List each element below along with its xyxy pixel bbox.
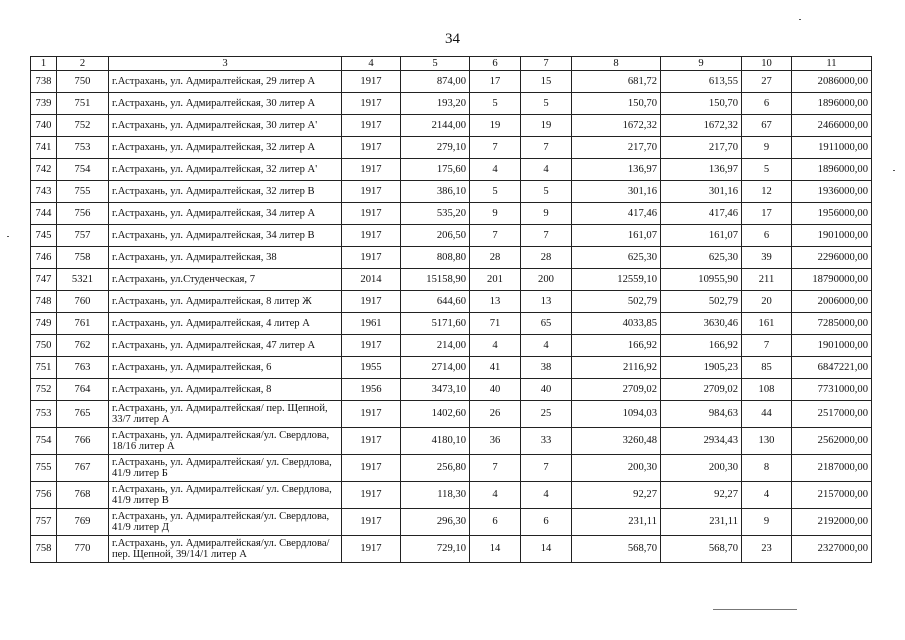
col6-cell: 7 bbox=[470, 137, 521, 159]
area-cell: 729,10 bbox=[401, 536, 470, 563]
col10-cell: 9 bbox=[742, 509, 792, 536]
area-cell: 3473,10 bbox=[401, 379, 470, 401]
year-cell: 1917 bbox=[342, 225, 401, 247]
id-cell: 766 bbox=[57, 428, 109, 455]
table-row bbox=[31, 291, 872, 313]
year-cell: 1917 bbox=[342, 181, 401, 203]
row-number-cell: 746 bbox=[31, 247, 57, 269]
row-number-cell: 742 bbox=[31, 159, 57, 181]
address-cell: г.Астрахань, ул. Адмиралтейская/ пер. Щепной, 33/7 литер А bbox=[109, 401, 342, 428]
cost-cell: 2187000,00 bbox=[792, 455, 872, 482]
id-cell: 758 bbox=[57, 247, 109, 269]
area-cell: 4180,10 bbox=[401, 428, 470, 455]
col8-cell: 3260,48 bbox=[572, 428, 661, 455]
year-cell: 1961 bbox=[342, 313, 401, 335]
table-row bbox=[31, 357, 872, 379]
table-row bbox=[31, 455, 872, 482]
col10-cell: 108 bbox=[742, 379, 792, 401]
col8-cell: 625,30 bbox=[572, 247, 661, 269]
cost-cell: 1901000,00 bbox=[792, 225, 872, 247]
col10-cell: 20 bbox=[742, 291, 792, 313]
cost-cell: 2466000,00 bbox=[792, 115, 872, 137]
col6-cell: 7 bbox=[470, 455, 521, 482]
col8-cell: 681,72 bbox=[572, 71, 661, 93]
col7-cell: 4 bbox=[521, 159, 572, 181]
cost-cell: 2517000,00 bbox=[792, 401, 872, 428]
col7-cell: 38 bbox=[521, 357, 572, 379]
address-cell: г.Астрахань, ул. Адмиралтейская/ул. Свердлова, 41/9 литер Д bbox=[109, 509, 342, 536]
area-cell: 256,80 bbox=[401, 455, 470, 482]
area-cell: 644,60 bbox=[401, 291, 470, 313]
area-cell: 15158,90 bbox=[401, 269, 470, 291]
col6-cell: 71 bbox=[470, 313, 521, 335]
row-number-cell: 754 bbox=[31, 428, 57, 455]
col6-cell: 41 bbox=[470, 357, 521, 379]
col6-cell: 40 bbox=[470, 379, 521, 401]
year-cell: 1917 bbox=[342, 291, 401, 313]
col8-cell: 200,30 bbox=[572, 455, 661, 482]
col10-cell: 211 bbox=[742, 269, 792, 291]
cost-cell: 1896000,00 bbox=[792, 93, 872, 115]
column-header: 3 bbox=[109, 57, 342, 71]
year-cell: 1917 bbox=[342, 93, 401, 115]
column-header: 2 bbox=[57, 57, 109, 71]
id-cell: 765 bbox=[57, 401, 109, 428]
id-cell: 757 bbox=[57, 225, 109, 247]
col10-cell: 9 bbox=[742, 137, 792, 159]
id-cell: 764 bbox=[57, 379, 109, 401]
column-header: 8 bbox=[572, 57, 661, 71]
table-row bbox=[31, 71, 872, 93]
id-cell: 767 bbox=[57, 455, 109, 482]
address-cell: г.Астрахань, ул. Адмиралтейская/ ул. Свердлова, 41/9 литер Б bbox=[109, 455, 342, 482]
id-cell: 769 bbox=[57, 509, 109, 536]
col7-cell: 200 bbox=[521, 269, 572, 291]
col10-cell: 130 bbox=[742, 428, 792, 455]
col6-cell: 14 bbox=[470, 536, 521, 563]
row-number-cell: 749 bbox=[31, 313, 57, 335]
col9-cell: 502,79 bbox=[661, 291, 742, 313]
address-cell: г.Астрахань, ул. Адмиралтейская, 34 литер А bbox=[109, 203, 342, 225]
table-row bbox=[31, 269, 872, 291]
column-header: 10 bbox=[742, 57, 792, 71]
id-cell: 761 bbox=[57, 313, 109, 335]
col7-cell: 7 bbox=[521, 137, 572, 159]
col6-cell: 9 bbox=[470, 203, 521, 225]
scan-speck bbox=[7, 236, 9, 237]
cost-cell: 2327000,00 bbox=[792, 536, 872, 563]
col7-cell: 28 bbox=[521, 247, 572, 269]
col8-cell: 136,97 bbox=[572, 159, 661, 181]
cost-cell: 1901000,00 bbox=[792, 335, 872, 357]
col10-cell: 17 bbox=[742, 203, 792, 225]
col9-cell: 2934,43 bbox=[661, 428, 742, 455]
col9-cell: 231,11 bbox=[661, 509, 742, 536]
row-number-cell: 755 bbox=[31, 455, 57, 482]
col10-cell: 6 bbox=[742, 93, 792, 115]
col10-cell: 39 bbox=[742, 247, 792, 269]
table-row bbox=[31, 509, 872, 536]
cost-cell: 1911000,00 bbox=[792, 137, 872, 159]
area-cell: 874,00 bbox=[401, 71, 470, 93]
row-number-cell: 750 bbox=[31, 335, 57, 357]
area-cell: 5171,60 bbox=[401, 313, 470, 335]
id-cell: 5321 bbox=[57, 269, 109, 291]
area-cell: 193,20 bbox=[401, 93, 470, 115]
row-number-cell: 751 bbox=[31, 357, 57, 379]
table-row bbox=[31, 428, 872, 455]
table-row bbox=[31, 247, 872, 269]
col9-cell: 984,63 bbox=[661, 401, 742, 428]
col8-cell: 217,70 bbox=[572, 137, 661, 159]
year-cell: 1955 bbox=[342, 357, 401, 379]
address-cell: г.Астрахань, ул.Студенческая, 7 bbox=[109, 269, 342, 291]
col9-cell: 10955,90 bbox=[661, 269, 742, 291]
row-number-cell: 741 bbox=[31, 137, 57, 159]
area-cell: 2714,00 bbox=[401, 357, 470, 379]
table-row bbox=[31, 482, 872, 509]
row-number-cell: 753 bbox=[31, 401, 57, 428]
col9-cell: 2709,02 bbox=[661, 379, 742, 401]
address-cell: г.Астрахань, ул. Адмиралтейская, 32 литер А' bbox=[109, 159, 342, 181]
col6-cell: 5 bbox=[470, 181, 521, 203]
row-number-cell: 757 bbox=[31, 509, 57, 536]
col8-cell: 150,70 bbox=[572, 93, 661, 115]
year-cell: 2014 bbox=[342, 269, 401, 291]
row-number-cell: 740 bbox=[31, 115, 57, 137]
col9-cell: 217,70 bbox=[661, 137, 742, 159]
year-cell: 1917 bbox=[342, 509, 401, 536]
cost-cell: 18790000,00 bbox=[792, 269, 872, 291]
col8-cell: 417,46 bbox=[572, 203, 661, 225]
col6-cell: 4 bbox=[470, 159, 521, 181]
id-cell: 760 bbox=[57, 291, 109, 313]
col8-cell: 161,07 bbox=[572, 225, 661, 247]
col8-cell: 12559,10 bbox=[572, 269, 661, 291]
col8-cell: 502,79 bbox=[572, 291, 661, 313]
col6-cell: 201 bbox=[470, 269, 521, 291]
year-cell: 1917 bbox=[342, 203, 401, 225]
table-row bbox=[31, 181, 872, 203]
column-header: 9 bbox=[661, 57, 742, 71]
cost-cell: 2006000,00 bbox=[792, 291, 872, 313]
cost-cell: 2296000,00 bbox=[792, 247, 872, 269]
col6-cell: 6 bbox=[470, 509, 521, 536]
area-cell: 118,30 bbox=[401, 482, 470, 509]
year-cell: 1917 bbox=[342, 335, 401, 357]
id-cell: 754 bbox=[57, 159, 109, 181]
col6-cell: 13 bbox=[470, 291, 521, 313]
col7-cell: 19 bbox=[521, 115, 572, 137]
address-cell: г.Астрахань, ул. Адмиралтейская, 34 литер В bbox=[109, 225, 342, 247]
cost-cell: 2086000,00 bbox=[792, 71, 872, 93]
address-cell: г.Астрахань, ул. Адмиралтейская/ул. Свердлова/ пер. Щепной, 39/14/1 литер А bbox=[109, 536, 342, 563]
col7-cell: 14 bbox=[521, 536, 572, 563]
area-cell: 535,20 bbox=[401, 203, 470, 225]
address-cell: г.Астрахань, ул. Адмиралтейская, 29 литер А bbox=[109, 71, 342, 93]
id-cell: 770 bbox=[57, 536, 109, 563]
col10-cell: 4 bbox=[742, 482, 792, 509]
scan-speck bbox=[799, 19, 801, 20]
area-cell: 2144,00 bbox=[401, 115, 470, 137]
col10-cell: 85 bbox=[742, 357, 792, 379]
year-cell: 1917 bbox=[342, 401, 401, 428]
cost-cell: 7731000,00 bbox=[792, 379, 872, 401]
address-cell: г.Астрахань, ул. Адмиралтейская, 8 bbox=[109, 379, 342, 401]
col9-cell: 161,07 bbox=[661, 225, 742, 247]
year-cell: 1917 bbox=[342, 455, 401, 482]
col8-cell: 166,92 bbox=[572, 335, 661, 357]
address-cell: г.Астрахань, ул. Адмиралтейская, 32 литер А bbox=[109, 137, 342, 159]
table-row bbox=[31, 93, 872, 115]
col6-cell: 19 bbox=[470, 115, 521, 137]
address-cell: г.Астрахань, ул. Адмиралтейская, 6 bbox=[109, 357, 342, 379]
row-number-cell: 739 bbox=[31, 93, 57, 115]
cost-cell: 1896000,00 bbox=[792, 159, 872, 181]
area-cell: 175,60 bbox=[401, 159, 470, 181]
column-header: 1 bbox=[31, 57, 57, 71]
table-row bbox=[31, 379, 872, 401]
col7-cell: 4 bbox=[521, 482, 572, 509]
address-cell: г.Астрахань, ул. Адмиралтейская, 47 литер А bbox=[109, 335, 342, 357]
address-cell: г.Астрахань, ул. Адмиралтейская, 30 литер А' bbox=[109, 115, 342, 137]
col9-cell: 301,16 bbox=[661, 181, 742, 203]
col10-cell: 44 bbox=[742, 401, 792, 428]
col8-cell: 2116,92 bbox=[572, 357, 661, 379]
col9-cell: 568,70 bbox=[661, 536, 742, 563]
area-cell: 386,10 bbox=[401, 181, 470, 203]
table-row bbox=[31, 137, 872, 159]
area-cell: 1402,60 bbox=[401, 401, 470, 428]
cost-cell: 2157000,00 bbox=[792, 482, 872, 509]
col7-cell: 40 bbox=[521, 379, 572, 401]
scan-speck bbox=[893, 170, 895, 171]
table-row bbox=[31, 313, 872, 335]
col9-cell: 1905,23 bbox=[661, 357, 742, 379]
year-cell: 1917 bbox=[342, 428, 401, 455]
cost-cell: 2562000,00 bbox=[792, 428, 872, 455]
col8-cell: 2709,02 bbox=[572, 379, 661, 401]
footer-rule bbox=[713, 609, 797, 610]
col8-cell: 92,27 bbox=[572, 482, 661, 509]
col10-cell: 161 bbox=[742, 313, 792, 335]
col10-cell: 67 bbox=[742, 115, 792, 137]
col7-cell: 25 bbox=[521, 401, 572, 428]
col7-cell: 6 bbox=[521, 509, 572, 536]
year-cell: 1956 bbox=[342, 379, 401, 401]
table-row bbox=[31, 536, 872, 563]
col10-cell: 5 bbox=[742, 159, 792, 181]
column-header: 5 bbox=[401, 57, 470, 71]
year-cell: 1917 bbox=[342, 71, 401, 93]
year-cell: 1917 bbox=[342, 159, 401, 181]
col9-cell: 613,55 bbox=[661, 71, 742, 93]
id-cell: 763 bbox=[57, 357, 109, 379]
col9-cell: 150,70 bbox=[661, 93, 742, 115]
id-cell: 752 bbox=[57, 115, 109, 137]
col7-cell: 33 bbox=[521, 428, 572, 455]
address-cell: г.Астрахань, ул. Адмиралтейская, 4 литер А bbox=[109, 313, 342, 335]
col7-cell: 9 bbox=[521, 203, 572, 225]
year-cell: 1917 bbox=[342, 482, 401, 509]
col7-cell: 5 bbox=[521, 93, 572, 115]
cost-cell: 1936000,00 bbox=[792, 181, 872, 203]
address-cell: г.Астрахань, ул. Адмиралтейская, 30 литер А bbox=[109, 93, 342, 115]
col6-cell: 36 bbox=[470, 428, 521, 455]
header-row bbox=[31, 57, 872, 71]
id-cell: 755 bbox=[57, 181, 109, 203]
col7-cell: 7 bbox=[521, 225, 572, 247]
cost-cell: 7285000,00 bbox=[792, 313, 872, 335]
cost-cell: 1956000,00 bbox=[792, 203, 872, 225]
address-cell: г.Астрахань, ул. Адмиралтейская/ул. Свердлова, 18/16 литер А bbox=[109, 428, 342, 455]
id-cell: 768 bbox=[57, 482, 109, 509]
col6-cell: 4 bbox=[470, 335, 521, 357]
col6-cell: 4 bbox=[470, 482, 521, 509]
id-cell: 753 bbox=[57, 137, 109, 159]
col6-cell: 5 bbox=[470, 93, 521, 115]
year-cell: 1917 bbox=[342, 137, 401, 159]
row-number-cell: 748 bbox=[31, 291, 57, 313]
col8-cell: 231,11 bbox=[572, 509, 661, 536]
year-cell: 1917 bbox=[342, 115, 401, 137]
id-cell: 750 bbox=[57, 71, 109, 93]
table-row bbox=[31, 225, 872, 247]
table-row bbox=[31, 335, 872, 357]
row-number-cell: 752 bbox=[31, 379, 57, 401]
col8-cell: 1672,32 bbox=[572, 115, 661, 137]
col6-cell: 17 bbox=[470, 71, 521, 93]
housing-register-table bbox=[30, 56, 872, 563]
table-row bbox=[31, 401, 872, 428]
col8-cell: 1094,03 bbox=[572, 401, 661, 428]
address-cell: г.Астрахань, ул. Адмиралтейская/ ул. Свердлова, 41/9 литер В bbox=[109, 482, 342, 509]
address-cell: г.Астрахань, ул. Адмиралтейская, 38 bbox=[109, 247, 342, 269]
column-header: 7 bbox=[521, 57, 572, 71]
table-row bbox=[31, 203, 872, 225]
address-cell: г.Астрахань, ул. Адмиралтейская, 8 литер Ж bbox=[109, 291, 342, 313]
col7-cell: 4 bbox=[521, 335, 572, 357]
col8-cell: 568,70 bbox=[572, 536, 661, 563]
col10-cell: 8 bbox=[742, 455, 792, 482]
column-header: 11 bbox=[792, 57, 872, 71]
col9-cell: 92,27 bbox=[661, 482, 742, 509]
col7-cell: 7 bbox=[521, 455, 572, 482]
year-cell: 1917 bbox=[342, 247, 401, 269]
area-cell: 214,00 bbox=[401, 335, 470, 357]
col6-cell: 26 bbox=[470, 401, 521, 428]
col7-cell: 65 bbox=[521, 313, 572, 335]
row-number-cell: 743 bbox=[31, 181, 57, 203]
col9-cell: 417,46 bbox=[661, 203, 742, 225]
row-number-cell: 744 bbox=[31, 203, 57, 225]
row-number-cell: 747 bbox=[31, 269, 57, 291]
row-number-cell: 738 bbox=[31, 71, 57, 93]
area-cell: 808,80 bbox=[401, 247, 470, 269]
col9-cell: 166,92 bbox=[661, 335, 742, 357]
table-row bbox=[31, 115, 872, 137]
col9-cell: 3630,46 bbox=[661, 313, 742, 335]
col6-cell: 28 bbox=[470, 247, 521, 269]
col10-cell: 7 bbox=[742, 335, 792, 357]
row-number-cell: 745 bbox=[31, 225, 57, 247]
row-number-cell: 758 bbox=[31, 536, 57, 563]
area-cell: 296,30 bbox=[401, 509, 470, 536]
col10-cell: 23 bbox=[742, 536, 792, 563]
col9-cell: 1672,32 bbox=[661, 115, 742, 137]
cost-cell: 6847221,00 bbox=[792, 357, 872, 379]
col10-cell: 12 bbox=[742, 181, 792, 203]
col7-cell: 5 bbox=[521, 181, 572, 203]
id-cell: 762 bbox=[57, 335, 109, 357]
area-cell: 206,50 bbox=[401, 225, 470, 247]
area-cell: 279,10 bbox=[401, 137, 470, 159]
col9-cell: 625,30 bbox=[661, 247, 742, 269]
address-cell: г.Астрахань, ул. Адмиралтейская, 32 литер В bbox=[109, 181, 342, 203]
col10-cell: 27 bbox=[742, 71, 792, 93]
table-row bbox=[31, 159, 872, 181]
year-cell: 1917 bbox=[342, 536, 401, 563]
col7-cell: 13 bbox=[521, 291, 572, 313]
col7-cell: 15 bbox=[521, 71, 572, 93]
col9-cell: 200,30 bbox=[661, 455, 742, 482]
row-number-cell: 756 bbox=[31, 482, 57, 509]
page-number: 34 bbox=[445, 31, 460, 47]
col10-cell: 6 bbox=[742, 225, 792, 247]
id-cell: 751 bbox=[57, 93, 109, 115]
id-cell: 756 bbox=[57, 203, 109, 225]
cost-cell: 2192000,00 bbox=[792, 509, 872, 536]
column-header: 4 bbox=[342, 57, 401, 71]
col9-cell: 136,97 bbox=[661, 159, 742, 181]
column-header: 6 bbox=[470, 57, 521, 71]
col8-cell: 301,16 bbox=[572, 181, 661, 203]
col8-cell: 4033,85 bbox=[572, 313, 661, 335]
col6-cell: 7 bbox=[470, 225, 521, 247]
